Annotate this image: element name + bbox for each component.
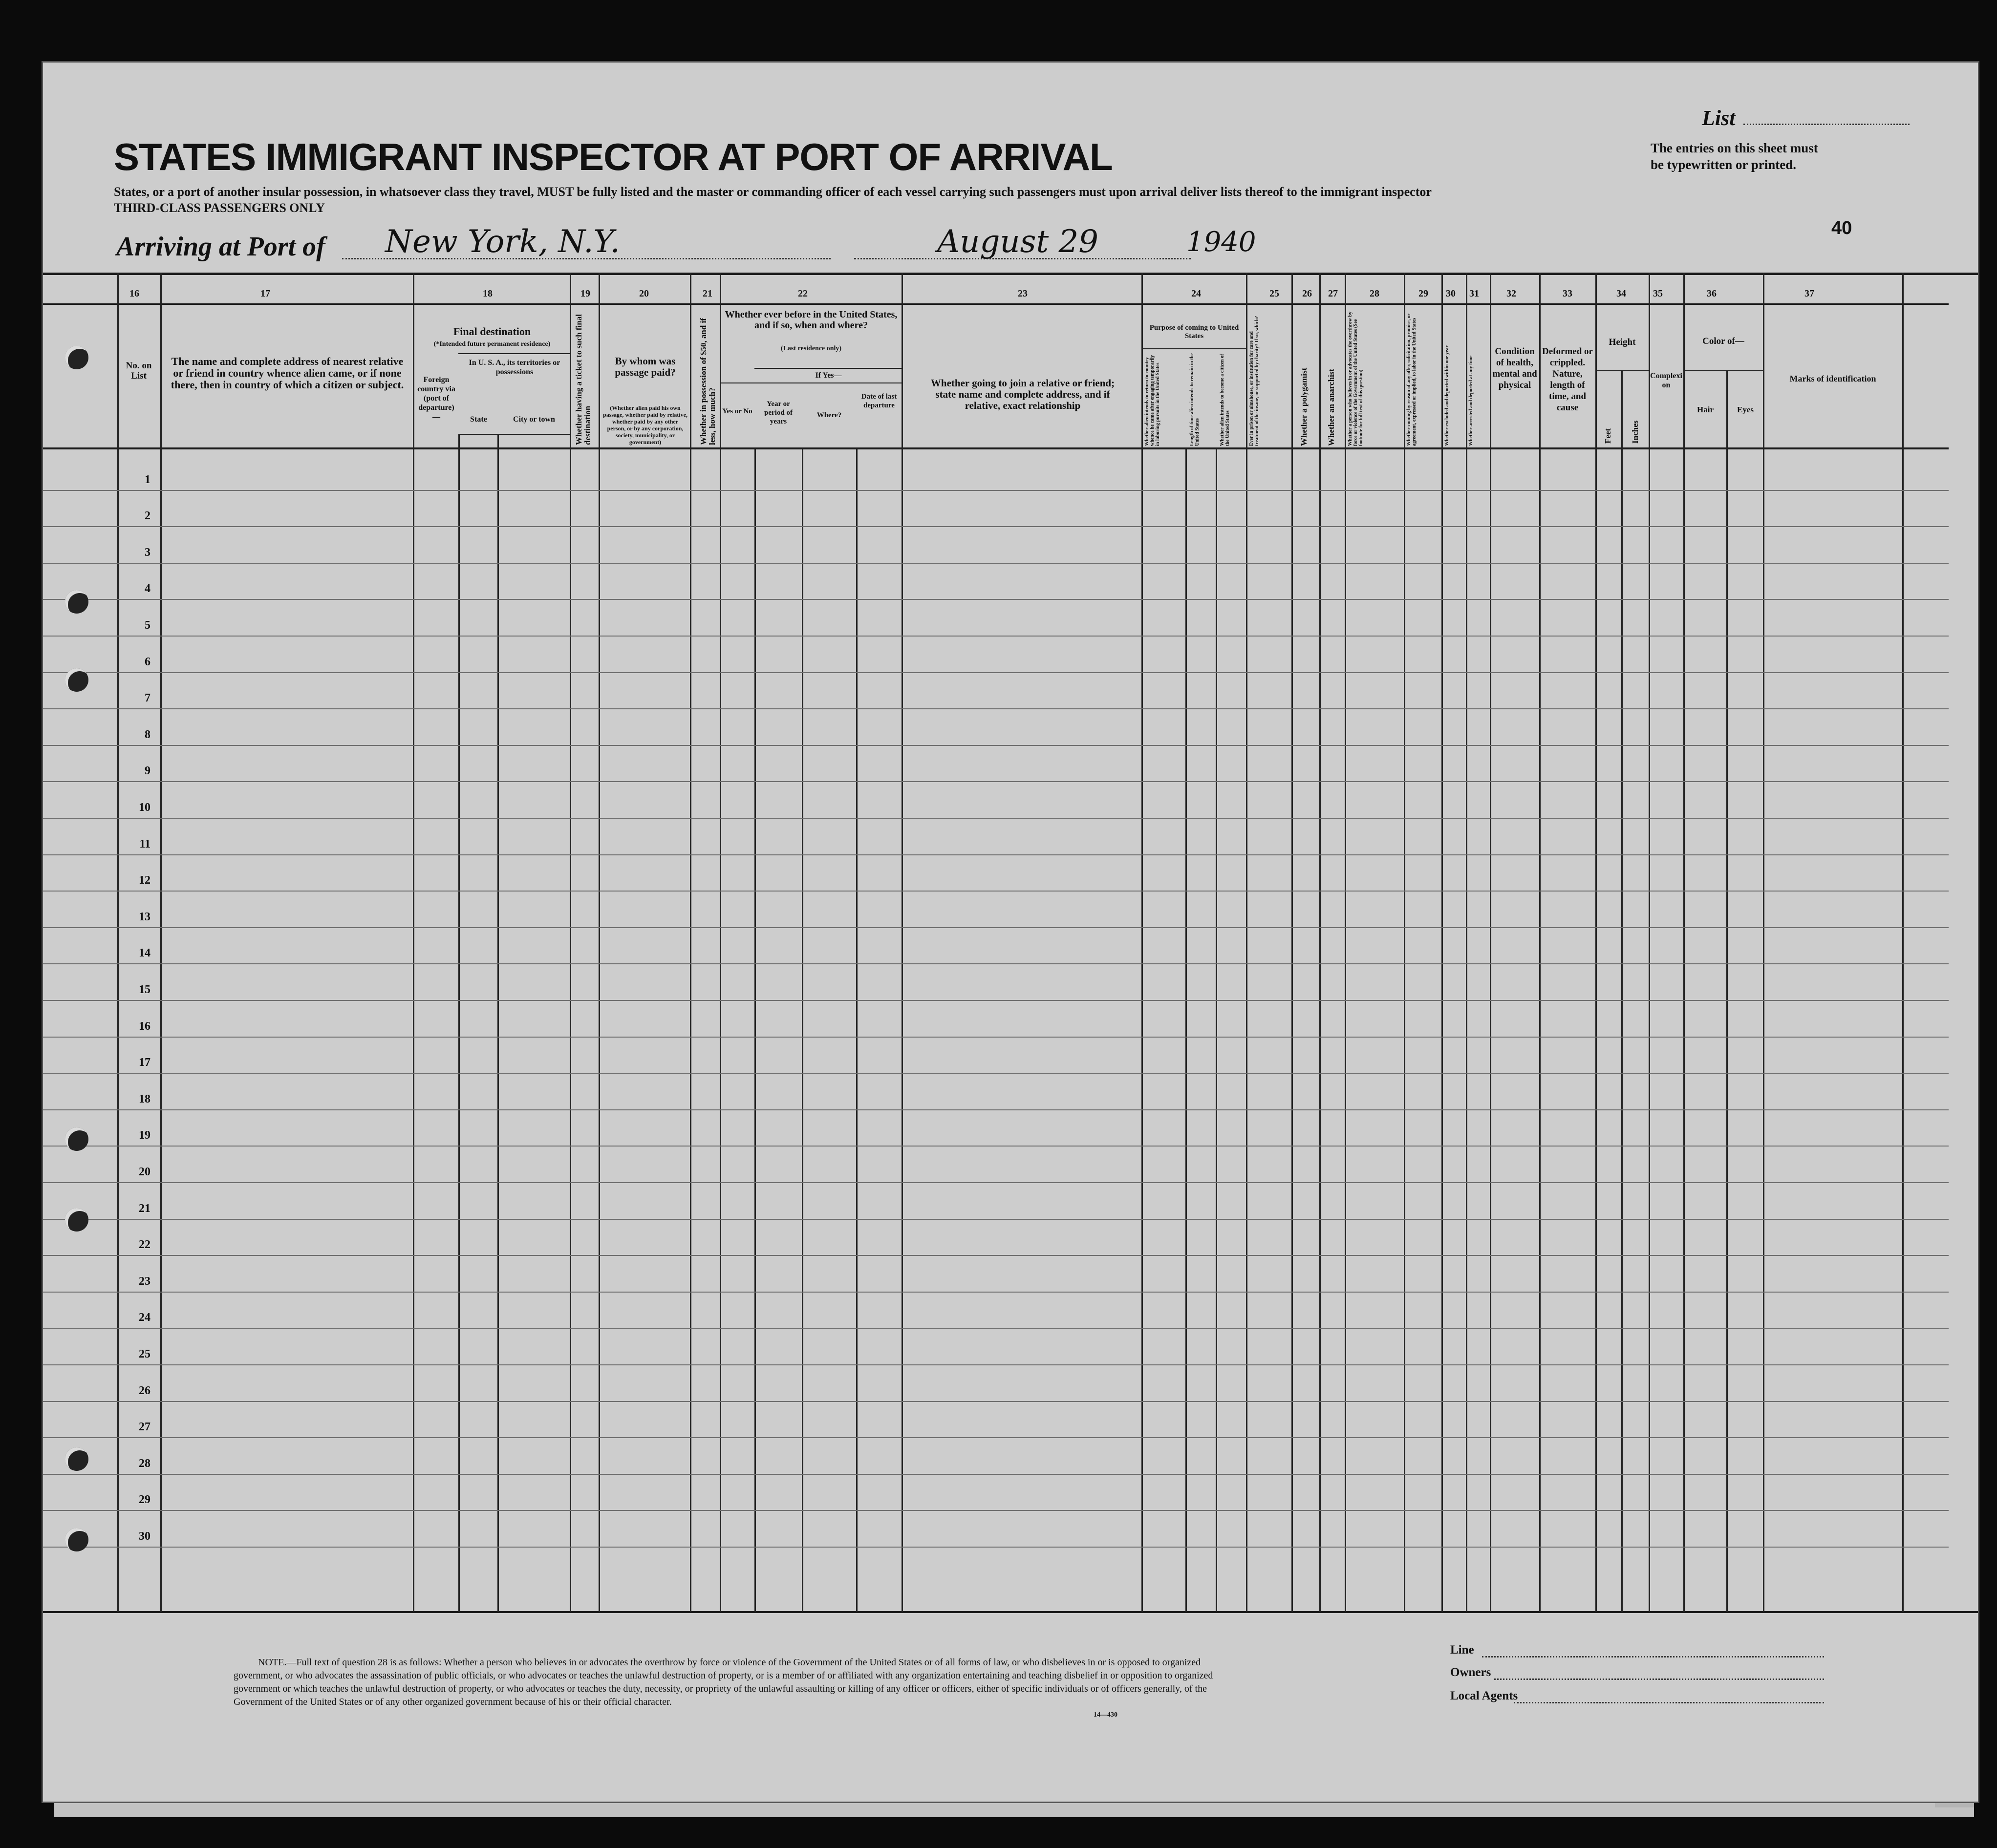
agents-label: Local Agents [1450,1689,1518,1702]
col-line [599,273,600,1612]
row-line [43,1437,1949,1438]
row-number: 20 [139,1166,150,1178]
colnum-25: 25 [1269,288,1279,299]
row-number: 4 [145,582,150,595]
row-number: 3 [145,546,150,559]
col-line [570,273,571,1612]
c18-state-line [458,434,570,435]
c22-sub-line [754,368,902,369]
colnum-24: 24 [1191,288,1201,299]
row-number: 18 [139,1093,150,1105]
col-line [1441,273,1443,1612]
colnum-26: 26 [1302,288,1312,299]
punch-hole [65,1528,88,1551]
colnum-34: 34 [1616,288,1626,299]
row-number: 27 [139,1421,150,1433]
header-where: Where? [816,411,842,419]
row-number: 12 [139,874,150,887]
col-line [1466,273,1467,1612]
header-color-of: Color of— [1702,336,1744,346]
header-state: State [470,415,487,424]
row-line [43,1073,1949,1074]
arriving-label: Arriving at Port of [116,232,325,262]
col-line [1539,273,1541,1612]
row-line [43,526,1949,527]
header-year-period: Year or period of years [764,400,793,425]
colnum-17: 17 [260,288,270,299]
col-line [1649,273,1650,1612]
row-number: 22 [139,1238,150,1251]
row-number: 13 [139,911,150,923]
header-inches: Inches [1631,420,1640,444]
col-line [458,434,460,1612]
row-line [43,891,1949,892]
header-nearest-relative: The name and complete address of nearest relative or friend in country whence alien came, or if none there, then in country of which a citizen or subject. [171,355,404,391]
header-marks: Marks of identification [1789,374,1876,383]
colnum-36: 36 [1707,288,1717,299]
header-join-relative: Whether going to join a relative or friend; state name and complete address, and if relative, exact relationship [930,377,1115,411]
footnote: NOTE.—Full text of question 28 is as follows: Whether a person who believes in or advocates the overthrow by force or violence of the Government of the United States or of all forms of law, or who disbelieves in or is opposed to organized government, or who advocates the assassination of public officials, or who advocates or teaches the unlawful destruction of property, or is a member of or affiliated with any organization entertaining and teaching disbelief in or opposition to organized government or which teaches the unlawful destruction of property, or who advocates or teaches the duty, necessity, or propriety of the unlawful assaulting or killing of any officer or officers, either of specific individuals or of officers generally, of the Government of the United States or of any other organized government because of his or their official character. [234,1657,1213,1707]
col-line [1726,370,1728,1612]
row-line [43,854,1949,855]
subtitle: States, or a port of another insular possession, in whatsoever class they travel, MUST be fully listed and the master or commanding officer of each vessel carrying such passengers must upon arrival deliver lists thereof to the immigrant inspector [114,185,1432,199]
col-line [1902,273,1904,1612]
row-number: 5 [145,619,150,632]
row-line [43,927,1949,928]
colnum-21: 21 [703,288,712,299]
header-prison: Ever in prison or almshouse, or institution for care and treatment of the insane, or supported by charity? If so, which? [1249,316,1260,446]
colnum-28: 28 [1370,288,1379,299]
page-title: STATES IMMIGRANT INSPECTOR AT PORT OF ARRIVAL [114,135,1113,178]
header-overthrow: Whether a person who believes in or advocates the overthrow by force or violence of the Government of the United States (See footnote for full text of this question) [1348,312,1364,446]
header-city: City or town [513,415,555,424]
row-line [43,708,1949,709]
row-line [43,599,1949,600]
col-line [1683,273,1685,1612]
header-deformed: Deformed or crippled. Nature, length of time, and cause [1542,346,1593,413]
col-line [1763,273,1764,1612]
header-in-usa: In U. S. A., its territories or possessions [469,359,560,376]
colnum-20: 20 [639,288,649,299]
class-note: THIRD-CLASS PASSENGERS ONLY [114,201,325,215]
row-number: 30 [139,1530,150,1543]
row-number: 26 [139,1384,150,1397]
row-number: 24 [139,1311,150,1324]
colnum-18: 18 [483,288,493,299]
row-number: 6 [145,656,150,668]
row-number: 19 [139,1129,150,1142]
punch-hole [65,1208,88,1232]
owners-label: Owners [1450,1666,1491,1679]
header-if-yes: If Yes— [815,371,842,380]
row-line [43,672,1949,673]
colnum-31: 31 [1469,288,1479,299]
row-line [43,1146,1949,1147]
row-line [43,1510,1949,1511]
row-number: 1 [145,473,150,486]
row-number: 25 [139,1348,150,1360]
colnum-32: 32 [1506,288,1516,299]
col-line [720,273,721,1612]
colnum-29: 29 [1418,288,1428,299]
row-line [43,1109,1949,1110]
colnum-23: 23 [1018,288,1028,299]
row-number: 21 [139,1202,150,1215]
manifest-sheet [43,63,1978,1802]
row-line [43,1037,1949,1038]
header-last-residence: (Last residence only) [780,345,842,352]
row-number: 9 [145,765,150,777]
row-line [43,1364,1949,1365]
header-polygamist: Whether a polygamist [1299,367,1309,446]
col-line [902,273,903,1612]
row-number: 7 [145,692,150,704]
header-no-on-list: No. on List [126,361,152,381]
header-final-destination: Final destination [453,325,531,338]
row-line [43,963,1949,964]
header-bottom-border [43,447,1949,449]
row-line [43,1255,1949,1256]
row-line [43,1292,1949,1293]
col-line [497,434,499,1612]
header-purpose-citizen: Whether alien intends to become a citizen of the United States [1220,354,1230,446]
row-number: 29 [139,1493,150,1506]
page-number: 40 [1831,218,1852,238]
c34-sub-line [1595,370,1649,371]
row-number: 15 [139,983,150,996]
col-line [1319,273,1321,1612]
header-purpose-length: Length of time alien intends to remain in the United States [1189,353,1200,446]
form-number: 14—430 [1094,1711,1117,1719]
c24-sub-line [1141,348,1246,349]
header-anarchist: Whether an anarchist [1327,368,1336,446]
header-yes-or-no: Yes or No [722,407,752,415]
header-purpose-return: Whether alien intends to return to country whence he came after engaging temporarily in laboring pursuits in the United States [1144,355,1160,446]
row-line [43,1219,1949,1220]
row-line [43,1182,1949,1183]
row-line [43,490,1949,491]
header-passage-paid-sub: (Whether alien paid his own passage, whether paid by relative, whether paid by any other person, or by any corporation, society, municipality, or government) [603,404,687,446]
punch-hole [65,668,88,692]
punch-hole [65,1127,88,1151]
punch-hole [65,590,88,614]
port-value: New York, N.Y. [385,224,620,260]
header-possession-50: Whether in possession of $50, and if less, how much? [699,318,717,445]
row-number: 17 [139,1056,150,1069]
row-number: 8 [145,728,150,741]
header-excluded: Whether excluded and deported within one year [1444,345,1450,446]
colnum-22: 22 [798,288,808,299]
header-purpose: Purpose of coming to United States [1149,324,1239,340]
header-hair: Hair [1697,405,1714,414]
table-bottom-border [43,1611,1978,1613]
owners-field [1494,1678,1824,1680]
row-line [43,563,1949,564]
row-number: 28 [139,1457,150,1470]
row-number: 23 [139,1275,150,1288]
row-line [43,636,1949,637]
row-line [43,781,1949,782]
row-line [43,1547,1949,1548]
col-line [1490,273,1491,1612]
colnum-16: 16 [129,288,139,299]
header-foreign-country: Foreign country via (port of departure)— [417,376,455,421]
col-line [1595,273,1597,1612]
col-line [1621,370,1623,1612]
row-number: 2 [145,510,150,522]
col-line [1345,273,1346,1612]
header-final-destination-sub: (*Intended future permanent residence) [433,340,551,348]
header-labor-offer: Whether coming by reason of any offer, solicitation, promise, or agreement, expressed or implied, to labor in the United States [1406,313,1417,446]
c22-cols-line [720,382,902,383]
punch-hole [65,346,88,369]
colnum-27: 27 [1328,288,1338,299]
entries-note-2: be typewritten or printed. [1651,157,1796,172]
header-ticket: Whether having a ticket to such final destination [574,314,592,445]
col-line [1246,273,1247,1612]
entries-note-1: The entries on this sheet must [1651,141,1818,155]
colnum-row-border [43,303,1949,305]
row-number: 10 [139,801,150,814]
col-line [690,273,691,1612]
list-line [1743,124,1910,125]
table-top-border [43,273,1978,275]
col-line [160,273,162,1612]
list-label: List [1702,106,1736,130]
row-number: 16 [139,1020,150,1033]
row-number: 14 [139,947,150,959]
colnum-35: 35 [1653,288,1663,299]
agents-field [1514,1702,1824,1703]
header-feet: Feet [1603,428,1612,444]
row-line [43,745,1949,746]
row-line [43,1474,1949,1475]
punch-hole [65,1447,88,1471]
colnum-33: 33 [1563,288,1572,299]
date-value: August 29 [937,224,1098,260]
row-line [43,1328,1949,1329]
colnum-30: 30 [1446,288,1456,299]
header-arrested: Whether arrested and deported at any time [1468,355,1474,446]
c36-sub-line [1683,370,1763,371]
header-ever-before: Whether ever before in the United States, and if so, when and where? [725,309,898,331]
col-line [413,273,414,1612]
header-eyes: Eyes [1737,405,1754,414]
year-value: 1940 [1186,226,1256,258]
header-height: Height [1609,337,1636,347]
colnum-19: 19 [580,288,590,299]
row-line [43,1000,1949,1001]
row-number: 11 [139,838,150,850]
header-condition: Condition of health, mental and physical [1492,346,1537,390]
col-line [1141,273,1143,1612]
line-field [1482,1656,1824,1657]
c18-sub-line [458,353,570,354]
header-last-departure: Date of last departure [861,393,897,409]
header-complexion: Complexion [1650,372,1682,389]
colnum-37: 37 [1804,288,1814,299]
row-line [43,1401,1949,1402]
row-line [43,818,1949,819]
col-line [1291,273,1293,1612]
line-label: Line [1450,1643,1474,1657]
col-line [1404,273,1405,1612]
header-passage-paid: By whom was passage paid? [615,355,676,378]
